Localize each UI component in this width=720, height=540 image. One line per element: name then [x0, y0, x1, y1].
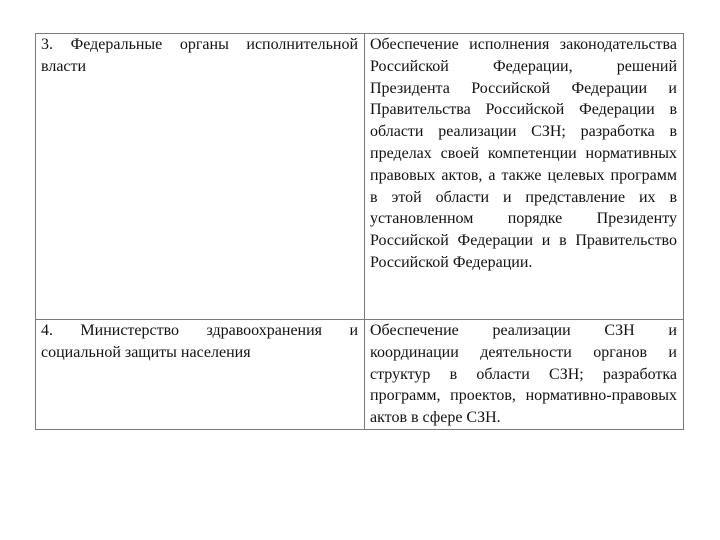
- table-row: [36, 320, 684, 430]
- document-table: [35, 33, 684, 430]
- organ-cell: 4. Министерство здравоохранения и социальной защиты населения: [36, 320, 365, 430]
- functions-cell: Обеспечение реализации СЗН и координации деятельности органов и структур в области СЗН; разработка программ, проектов, нормативно-правовых актов в сфере СЗН.: [365, 320, 684, 430]
- functions-cell: Обеспечение исполнения законодательства Российской Федерации, решений Президента Российской Федерации и Правительства Российской Федерации в области реализации СЗН; разработка в пределах своей компетенции нормативных правовых актов, а также целевых программ в этой области и представление их в установленном порядке Президенту Российской Федерации и в Правительство Российской Федерации.: [365, 34, 684, 320]
- organ-cell: 3. Федеральные органы исполнительной власти: [36, 34, 365, 320]
- table-row: [36, 34, 684, 320]
